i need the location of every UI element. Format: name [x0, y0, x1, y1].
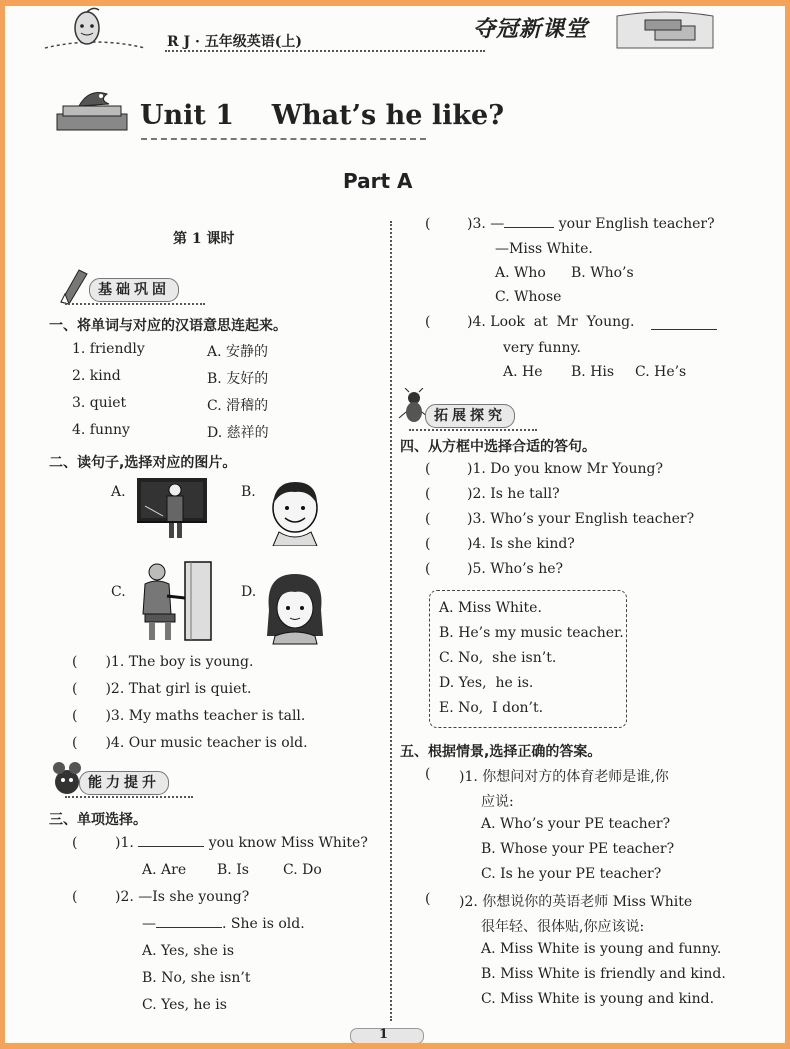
- book-header: R J · 五年级英语(上): [167, 34, 303, 50]
- q3-1-option-b: B. Is: [217, 862, 249, 878]
- q5-1-line2: 应说:: [481, 794, 514, 810]
- q3-3-line2: —Miss White.: [495, 241, 593, 257]
- q3-4-option-b: B. His: [571, 364, 615, 380]
- picture-label-a: A.: [111, 484, 126, 500]
- match-word-4: 4. funny: [72, 422, 130, 438]
- section4-title: 四、从方框中选择合适的答句。: [400, 439, 596, 455]
- box-answer-c: C. No, she isn’t.: [439, 650, 557, 666]
- picture-label-d: D.: [241, 584, 257, 600]
- brand-logo: 夺冠新课堂: [473, 17, 589, 42]
- q3-4-option-c: C. He’s: [635, 364, 687, 380]
- q4-2-paren: (: [425, 486, 431, 502]
- answer-blank[interactable]: [504, 227, 554, 228]
- q5-1-option-b: B. Whose your PE teacher?: [481, 841, 675, 857]
- q3-2-option-c: C. Yes, he is: [142, 997, 227, 1013]
- match-meaning-d: D. 慈祥的: [207, 425, 269, 441]
- picture-label-c: C.: [111, 584, 126, 600]
- section5-title: 五、根据情景,选择正确的答案。: [400, 744, 602, 760]
- q4-1-paren: (: [425, 461, 431, 477]
- q5-1-paren: (: [425, 766, 431, 782]
- q5-2-option-a: A. Miss White is young and funny.: [481, 941, 722, 957]
- picture-question-2: ( )2. That girl is quiet.: [72, 681, 252, 697]
- column-divider: [390, 221, 392, 1021]
- badge-basic-rule: [65, 303, 205, 305]
- section1-title: 一、将单词与对应的汉语意思连起来。: [49, 318, 287, 334]
- q3-3-option-a: A. Who: [495, 265, 546, 281]
- q3-1-paren: (: [72, 835, 78, 851]
- q3-4-stem: )4. Look at Mr Young.: [467, 314, 635, 330]
- q4-4-text: )4. Is she kind?: [467, 536, 575, 552]
- q5-2-option-c: C. Miss White is young and kind.: [481, 991, 715, 1007]
- q3-2-stem: )2. —Is she young?: [115, 889, 250, 905]
- part-title: Part A: [343, 169, 413, 193]
- picture-question-1: ( )1. The boy is young.: [72, 654, 254, 670]
- match-word-3: 3. quiet: [72, 395, 127, 411]
- match-meaning-a: A. 安静的: [207, 344, 269, 360]
- unit-title-rule: [141, 138, 426, 140]
- match-meaning-b: B. 友好的: [207, 371, 269, 387]
- box-answer-b: B. He’s my music teacher.: [439, 625, 624, 641]
- q5-2-paren: (: [425, 891, 431, 907]
- q5-2-stem: )2. 你想说你的英语老师 Miss White: [459, 894, 693, 910]
- q4-3-text: )3. Who’s your English teacher?: [467, 511, 695, 527]
- smiling-boy-image: [261, 476, 329, 546]
- answer-blank[interactable]: [156, 927, 222, 928]
- box-answer-e: E. No, I don’t.: [439, 700, 544, 716]
- section2-title: 二、读句子,选择对应的图片。: [49, 455, 237, 471]
- match-word-2: 2. kind: [72, 368, 121, 384]
- match-word-1: 1. friendly: [72, 341, 145, 357]
- q3-2-option-a: A. Yes, she is: [142, 943, 235, 959]
- q5-1-option-a: A. Who’s your PE teacher?: [481, 816, 671, 832]
- q4-5-text: )5. Who’s he?: [467, 561, 563, 577]
- page-number: 1: [379, 1027, 389, 1042]
- q3-1-option-a: A. Are: [142, 862, 187, 878]
- q4-4-paren: (: [425, 536, 431, 552]
- music-teacher-piano-image: [139, 558, 215, 644]
- q3-3-option-b: B. Who’s: [571, 265, 634, 281]
- unit-title: Unit 1 What’s he like?: [140, 100, 505, 131]
- q4-5-paren: (: [425, 561, 431, 577]
- badge-ability-rule: [65, 796, 193, 798]
- badge-extension: 拓展探究: [425, 404, 515, 428]
- lesson-title: 第 1 课时: [173, 231, 235, 247]
- q3-3-paren: (: [425, 216, 431, 232]
- mascot-pear-icon: [35, 6, 150, 54]
- quiet-girl-image: [261, 570, 329, 646]
- q5-1-stem: )1. 你想问对方的体育老师是谁,你: [459, 769, 669, 785]
- q3-2-option-b: B. No, she isn’t: [142, 970, 251, 986]
- box-answer-a: A. Miss White.: [439, 600, 542, 616]
- q3-1-stem: )1. you know Miss White?: [115, 835, 368, 851]
- answer-blank[interactable]: [651, 329, 717, 330]
- bird-books-icon: [49, 84, 139, 136]
- q4-1-text: )1. Do you know Mr Young?: [467, 461, 663, 477]
- picture-question-4: ( )4. Our music teacher is old.: [72, 735, 308, 751]
- picture-question-3: ( )3. My maths teacher is tall.: [72, 708, 306, 724]
- q3-3-option-c: C. Whose: [495, 289, 562, 305]
- q3-2-paren: (: [72, 889, 78, 905]
- q3-3-stem: )3. — your English teacher?: [467, 216, 715, 232]
- teacher-blackboard-image: [133, 476, 209, 540]
- q5-2-line2: 很年轻、很体贴,你应该说:: [481, 919, 645, 935]
- mouse-mascot-icon: [49, 760, 83, 796]
- q4-3-paren: (: [425, 511, 431, 527]
- q3-4-paren: (: [425, 314, 431, 330]
- answer-blank[interactable]: [138, 846, 204, 847]
- badge-extension-rule: [409, 429, 537, 431]
- header-rule: [165, 50, 485, 52]
- workbook-page: [5, 6, 785, 1043]
- box-answer-d: D. Yes, he is.: [439, 675, 534, 691]
- q3-2-line2: — . She is old.: [142, 916, 305, 932]
- picture-label-b: B.: [241, 484, 256, 500]
- q4-2-text: )2. Is he tall?: [467, 486, 560, 502]
- q3-4-option-a: A. He: [503, 364, 543, 380]
- badge-ability: 能力提升: [79, 771, 169, 795]
- q3-4-line2: very funny.: [503, 340, 581, 356]
- q5-1-option-c: C. Is he your PE teacher?: [481, 866, 662, 882]
- q3-1-option-c: C. Do: [283, 862, 322, 878]
- badge-basic: 基础巩固: [89, 278, 179, 302]
- q5-2-option-b: B. Miss White is friendly and kind.: [481, 966, 726, 982]
- books-icon: [615, 8, 715, 50]
- section3-title: 三、单项选择。: [49, 812, 147, 828]
- match-meaning-c: C. 滑稽的: [207, 398, 269, 414]
